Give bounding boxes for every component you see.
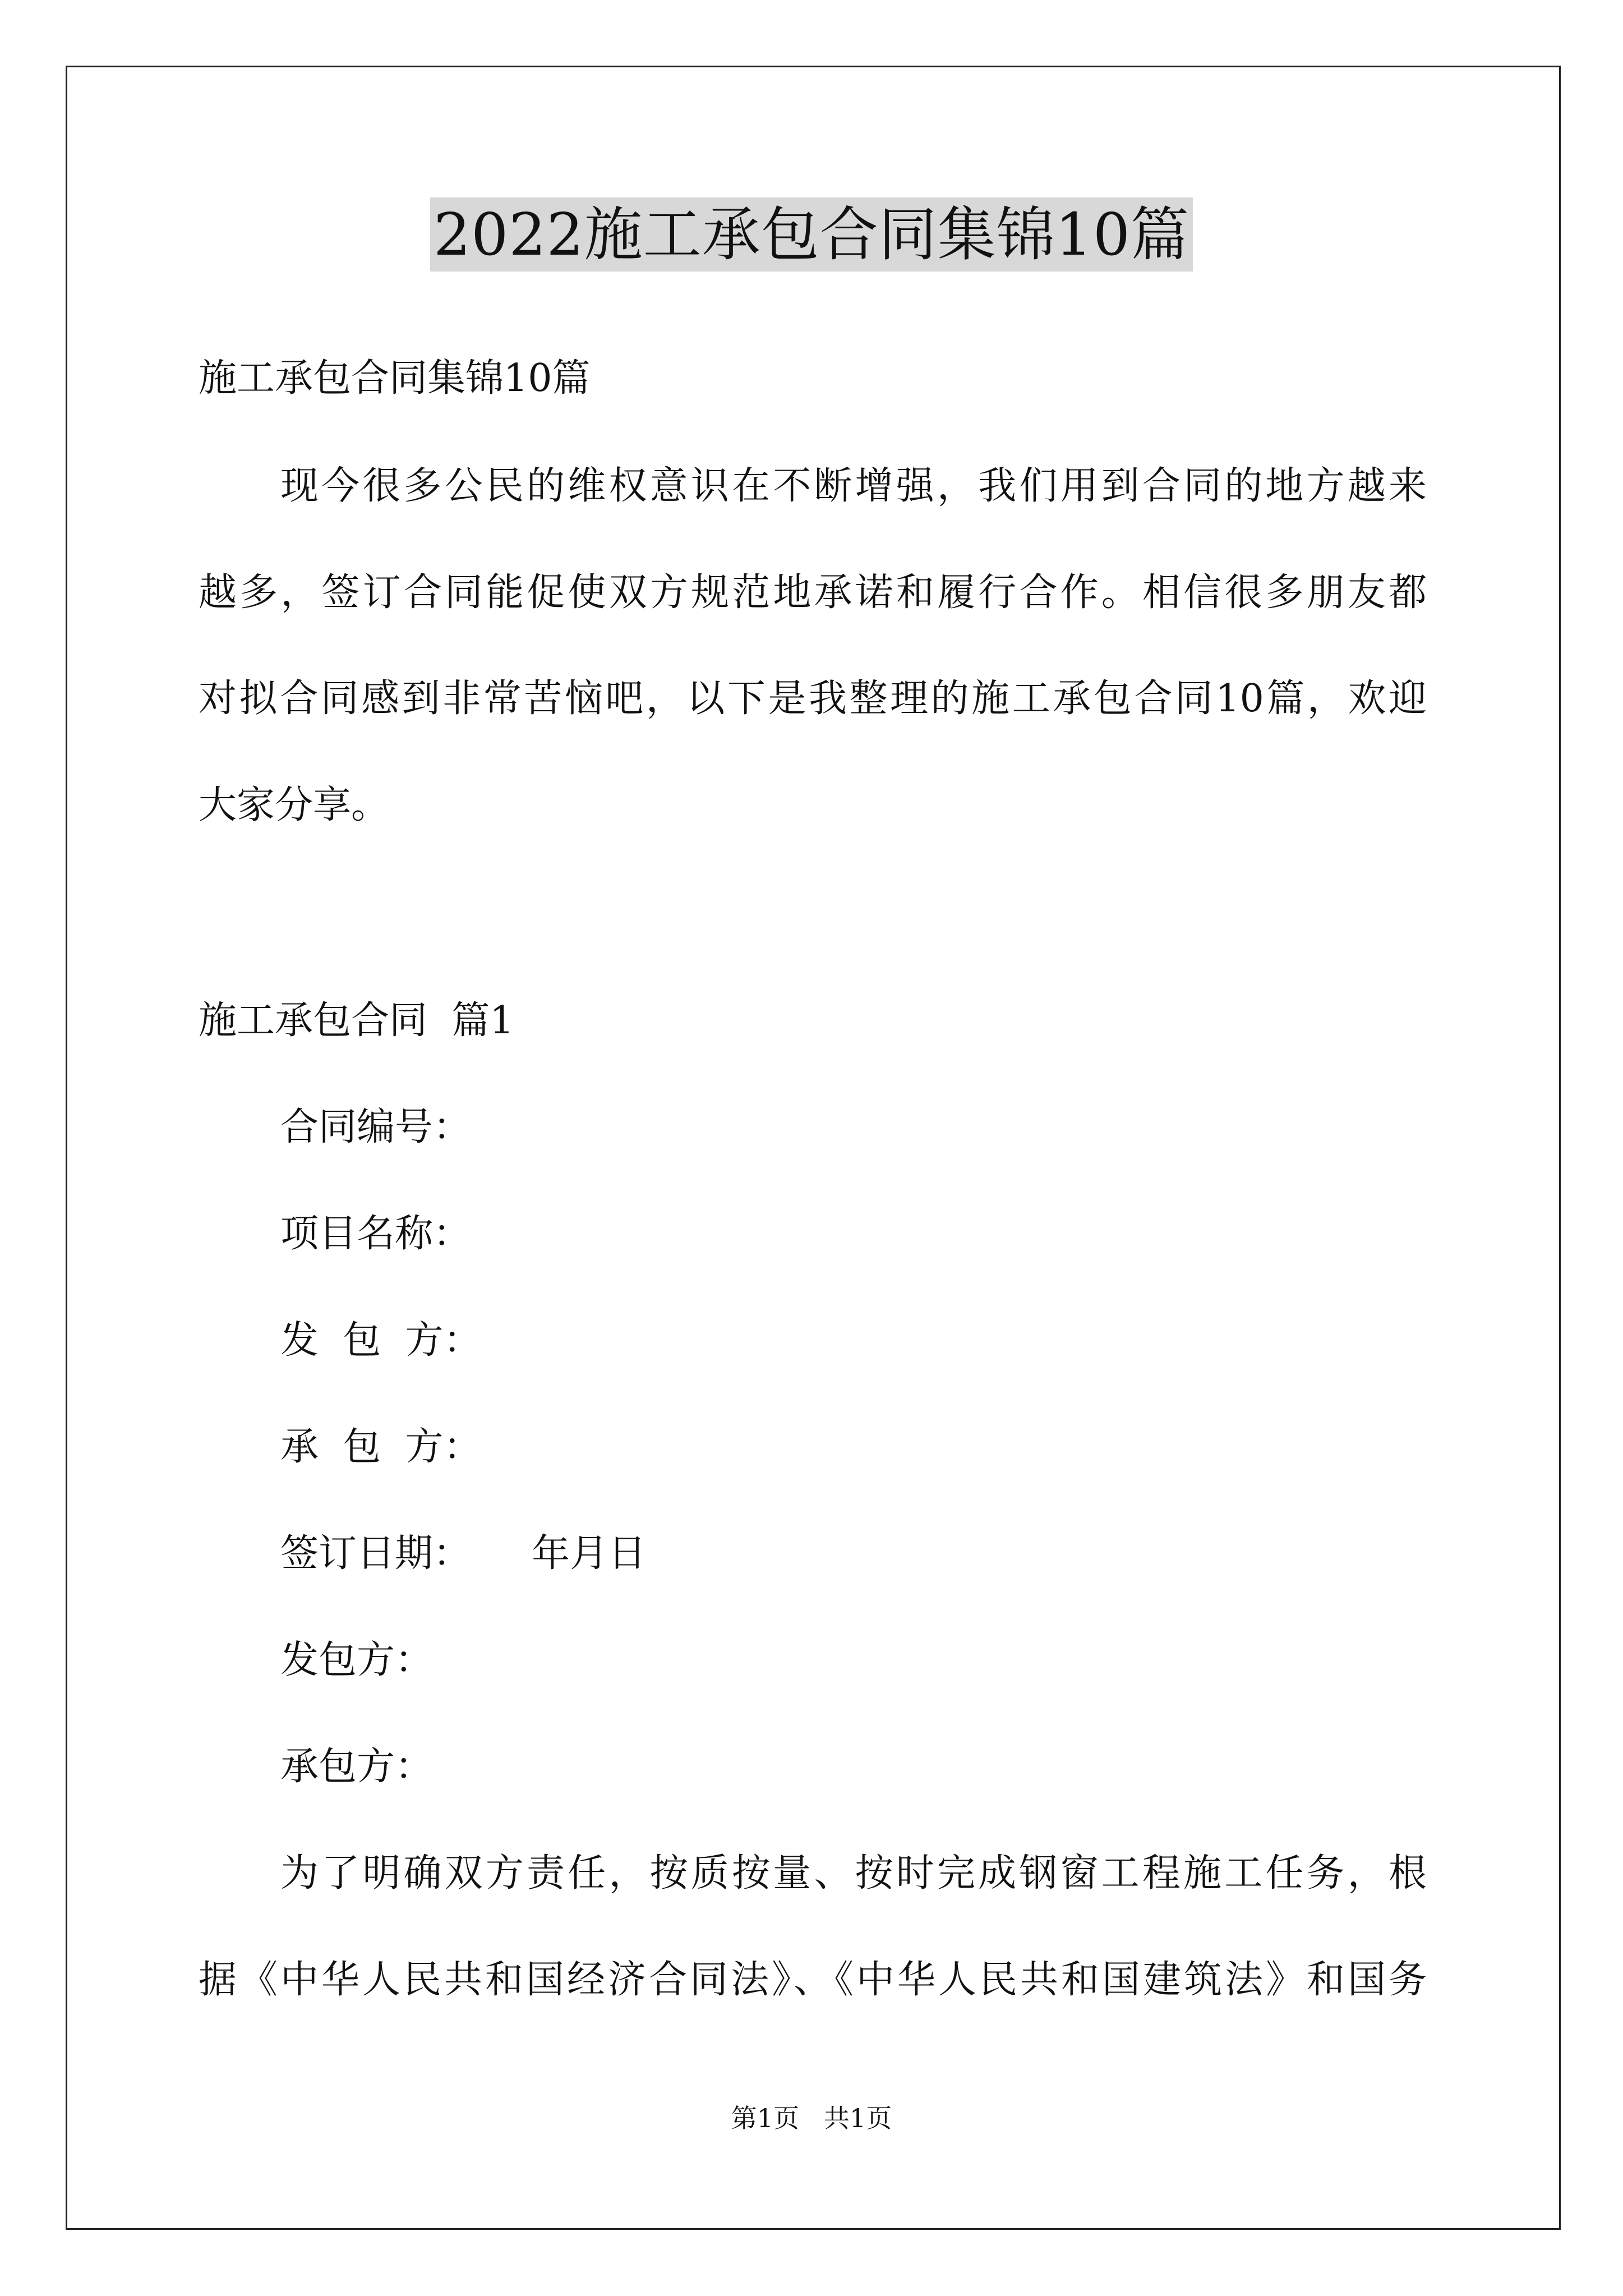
document-title: 2022施工承包合同集锦10篇 [430,197,1193,272]
section-heading: 施工承包合同 篇1 [199,999,514,1043]
project-name-field: 项目名称： [280,1212,472,1256]
intro-line-1: 现今很多公民的维权意识在不断增强，我们用到合同的地方越来 [280,464,1427,508]
title-container [0,197,1623,272]
contractor-field: 承 包 方： [280,1425,482,1469]
intro-line-2: 越多，签订合同能促使双方规范地承诺和履行合作。相信很多朋友都 [199,570,1427,615]
page-footer: 第1页 共1页 [731,2103,892,2133]
signing-date-field: 签订日期： 年月日 [280,1531,647,1576]
employer-field: 发 包 方： [280,1318,482,1363]
employer-label: 发包方： [280,1638,434,1682]
intro-line-3: 对拟合同感到非常苦恼吧，以下是我整理的施工承包合同10篇，欢迎 [199,677,1427,721]
contract-number-field: 合同编号： [280,1105,472,1149]
intro-line-4: 大家分享。 [199,783,390,827]
body-line-1: 为了明确双方责任，按质按量、按时完成钢窗工程施工任务，根 [280,1851,1427,1895]
document-subtitle: 施工承包合同集锦10篇 [199,356,591,401]
contractor-label: 承包方： [280,1745,434,1789]
body-line-2: 据《中华人民共和国经济合同法》、《中华人民共和国建筑法》和国务 [199,1958,1427,2002]
